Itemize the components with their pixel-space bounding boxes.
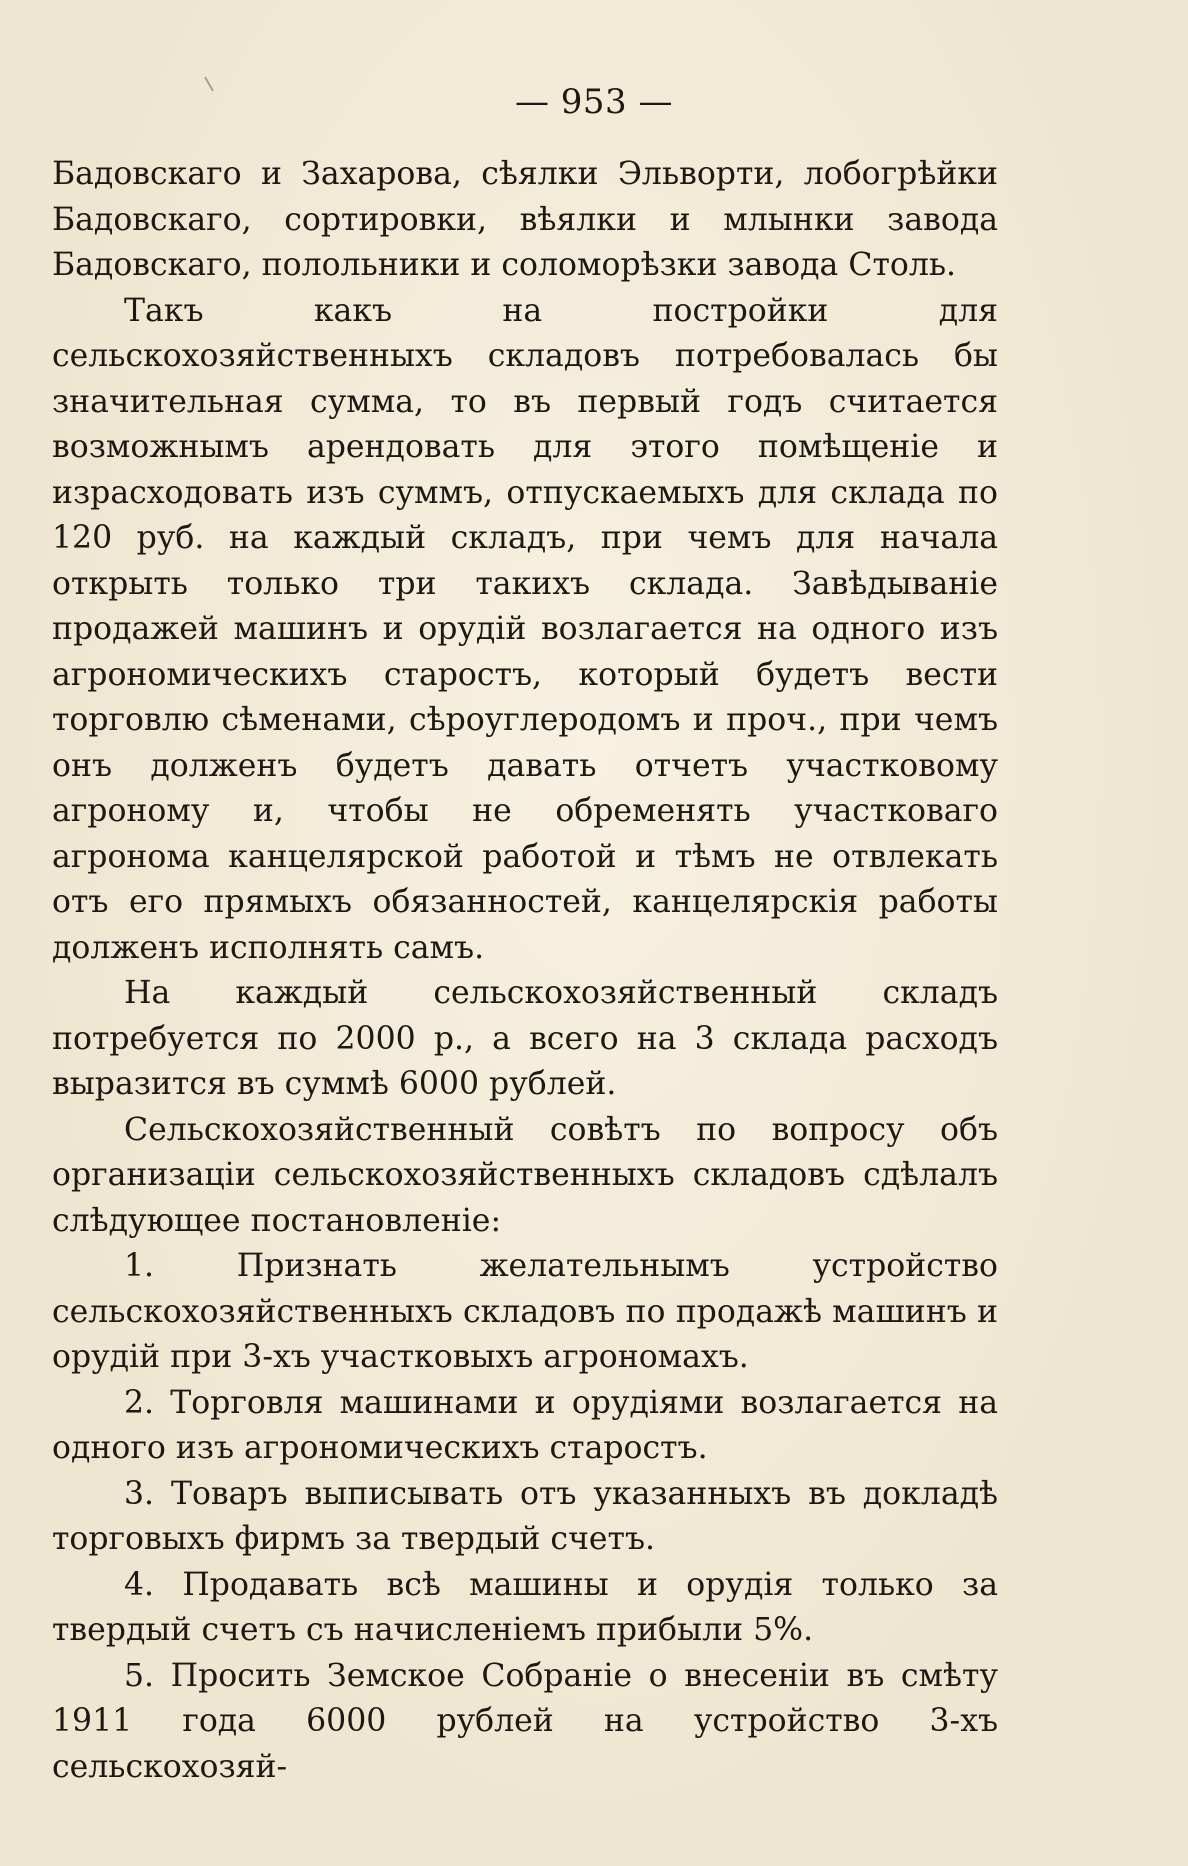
paragraph-cost-estimate: На каждый сельскохозяйственный складъ потребуется по 2000 р., а всего на 3 склада расходъ выразится въ суммѣ 6000 рублей. bbox=[52, 975, 998, 1102]
paragraph-equipment-list: Бадовскаго и Захарова, сѣялки Эльворти, лобогрѣйки Бадовскаго, сортировки, вѣялки и млынки завода Бадовскаго, полольники и соломорѣзки завода Столь. bbox=[52, 156, 998, 283]
paragraph-warehouse-rent: Такъ какъ на постройки для сельскохозяйственныхъ складовъ потребовалась бы значительная сумма, то въ первый годъ считается возможнымъ арендовать для этого помѣщеніе и израсходовать изъ суммъ, отпускаемыхъ для склада по 120 руб. на каждый складъ, при чемъ для начала открыть только три такихъ склада. Завѣдываніе продажей машинъ и орудій возлагается на одного изъ агрономическихъ старостъ, который будетъ вести торговлю сѣменами, сѣроуглеродомъ и проч., при чемъ онъ долженъ будетъ давать отчетъ участковому агроному и, чтобы не обременять участковаго агронома канцелярской работой и тѣмъ не отвлекать отъ его прямыхъ обязанностей, канцелярскія работы долженъ исполнять самъ. bbox=[52, 292, 998, 966]
body-text bbox=[52, 152, 998, 1790]
resolution-item-3: 3. Товаръ выписывать отъ указанныхъ въ докладѣ торговыхъ фирмъ за твердый счетъ. bbox=[52, 1475, 998, 1557]
resolution-item-2: 2. Торговля машинами и орудіями возлагается на одного изъ агрономическихъ старостъ. bbox=[52, 1384, 998, 1466]
resolution-item-5: 5. Просить Земское Собраніе о внесеніи въ смѣту 1911 года 6000 рублей на устройство 3-хъ сельскохозяй- bbox=[52, 1657, 998, 1785]
resolution-item-1: 1. Признать желательнымъ устройство сельскохозяйственныхъ складовъ по продажѣ машинъ и орудій при 3-хъ участковыхъ агрономахъ. bbox=[52, 1248, 998, 1375]
paragraph-council-resolution: Сельскохозяйственный совѣтъ по вопросу объ организаціи сельскохозяйственныхъ складовъ сдѣлалъ слѣдующее постановленіе: bbox=[52, 1111, 998, 1239]
page-number: — 953 — bbox=[514, 82, 673, 122]
resolution-item-4: 4. Продавать всѣ машины и орудія только за твердый счетъ съ начисленіемъ прибыли 5%. bbox=[52, 1566, 998, 1648]
